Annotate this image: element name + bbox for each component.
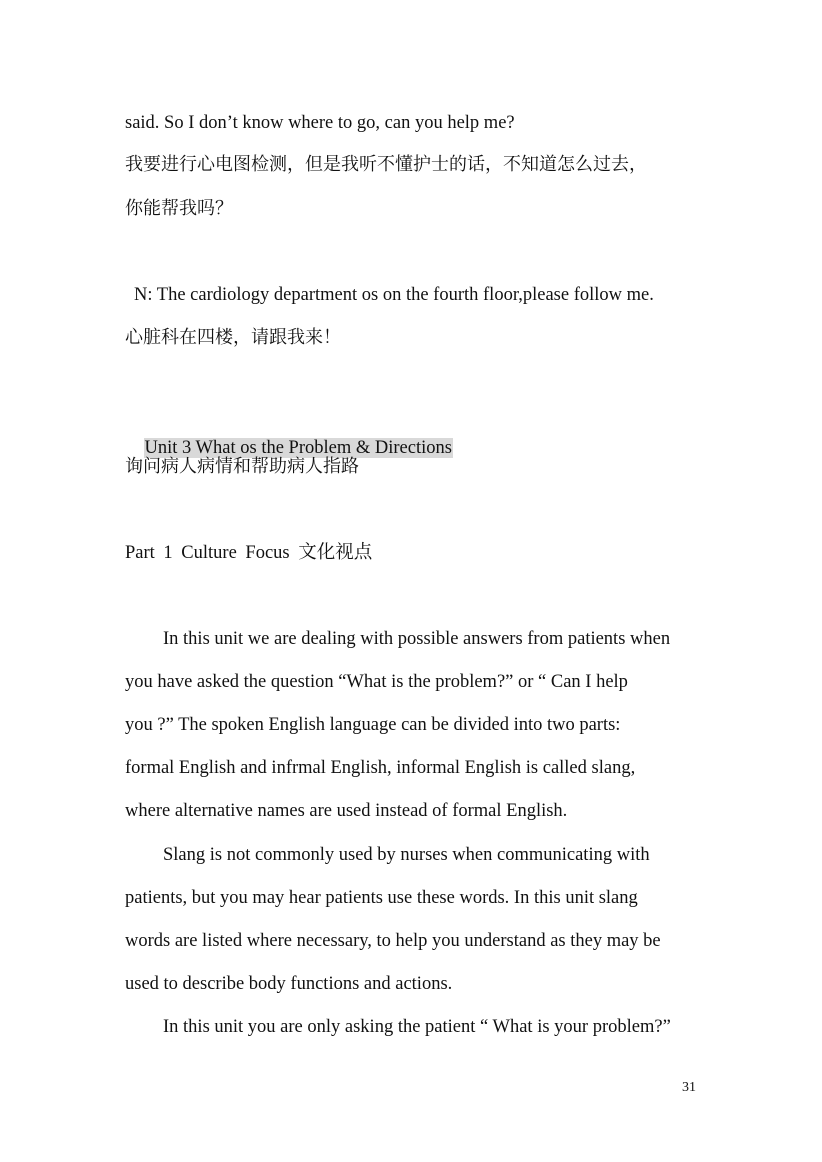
- paragraph-1-line-1: In this unit we are dealing with possible answers from patients when: [163, 629, 671, 649]
- paragraph-2-line-4: used to describe body functions and actions.: [125, 974, 453, 994]
- dialogue-patient-chinese-line-1: 我要进行心电图检测，但是我听不懂护士的话，不知道怎么过去，: [125, 154, 647, 175]
- paragraph-1-line-3: you ?” The spoken English language can be divided into two parts:: [125, 715, 621, 735]
- paragraph-2-line-1: Slang is not commonly used by nurses when communicating with: [163, 845, 650, 865]
- dialogue-patient-english-end: said. So I don’t know where to go, can you help me?: [125, 113, 515, 133]
- dialogue-nurse-chinese: 心脏科在四楼，请跟我来！: [125, 327, 341, 348]
- paragraph-3-line-1: In this unit you are only asking the patient “ What is your problem?”: [163, 1017, 671, 1037]
- paragraph-2-line-3: words are listed where necessary, to help you understand as they may be: [125, 931, 661, 951]
- dialogue-nurse-english: N: The cardiology department os on the fourth floor,please follow me.: [134, 285, 654, 305]
- dialogue-patient-chinese-line-2: 你能帮我吗？: [125, 198, 233, 219]
- paragraph-2-line-2: patients, but you may hear patients use these words. In this unit slang: [125, 888, 638, 908]
- paragraph-1-line-5: where alternative names are used instead of formal English.: [125, 801, 568, 821]
- unit-heading-text: Unit 3 What os the Problem & Directions: [144, 438, 452, 458]
- unit-subtitle-chinese: 询问病人病情和帮助病人指路: [125, 456, 359, 477]
- page-number: 31: [682, 1080, 696, 1095]
- paragraph-1-line-2: you have asked the question “What is the problem?” or “ Can I help: [125, 672, 628, 692]
- part-heading: Part 1 Culture Focus 文化视点: [125, 543, 373, 563]
- paragraph-1-line-4: formal English and infrmal English, informal English is called slang,: [125, 758, 636, 778]
